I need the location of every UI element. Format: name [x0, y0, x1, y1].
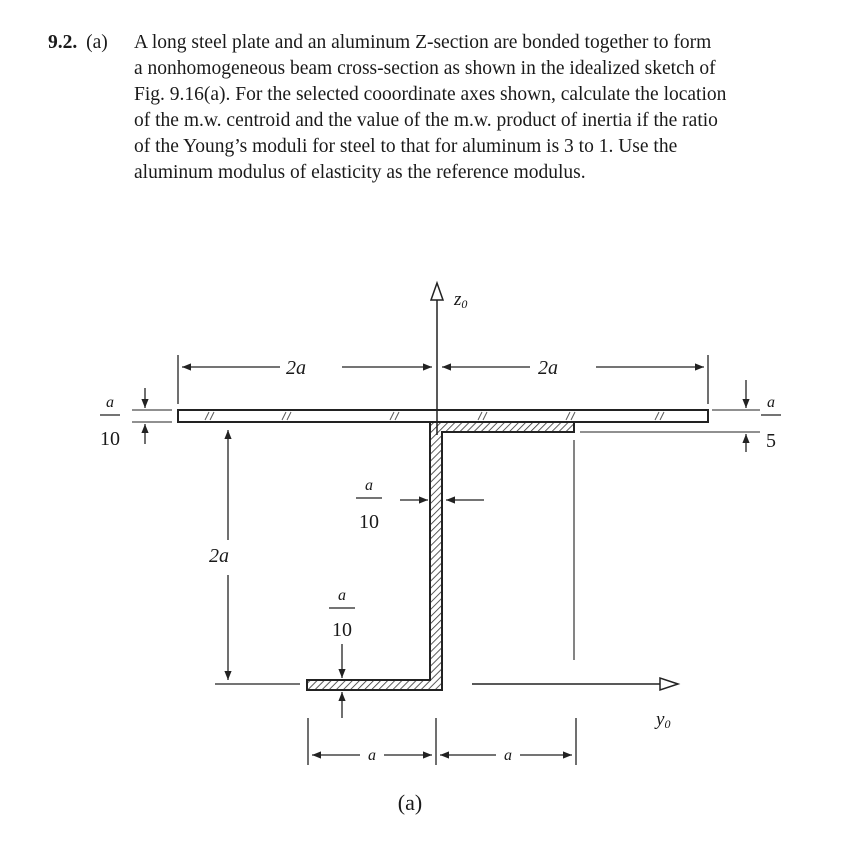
flange-thickness-num: a: [338, 587, 346, 604]
left-plate-thickness-dimension: [132, 388, 172, 444]
problem-number: 9.2.: [48, 32, 78, 53]
problem-text-line: of the m.w. centroid and the value of the m.w. product of inertia if the ratio: [134, 110, 718, 131]
y-axis-arrow: [660, 678, 678, 690]
left-plate-thickness-num: a: [106, 394, 114, 411]
bottom-width-dimension: [308, 718, 576, 765]
flange-thickness-den: 10: [332, 619, 352, 641]
steel-plate: [178, 410, 708, 422]
right-plate-thickness-num: a: [767, 394, 775, 411]
z-axis-arrow: [431, 283, 443, 300]
problem-text-line: Fig. 9.16(a). For the selected cooordinate axes shown, calculate the location: [134, 84, 727, 105]
web-thickness-num: a: [365, 477, 373, 494]
problem-text-line: a nonhomogeneous beam cross-section as shown in the idealized sketch of: [134, 58, 716, 79]
problem-text-line: aluminum modulus of elasticity as the reference modulus.: [134, 162, 586, 183]
problem-part: (a): [86, 32, 108, 53]
dim-bottom-right: a: [504, 747, 512, 764]
dim-bottom-left: a: [368, 747, 376, 764]
figure-caption: (a): [397, 790, 423, 815]
dim-right-width: 2a: [538, 357, 558, 379]
web-thickness-den: 10: [359, 511, 379, 533]
aluminum-z-section: [307, 422, 574, 690]
dim-height: 2a: [209, 545, 229, 567]
problem-text-line: of the Young’s moduli for steel to that for aluminum is 3 to 1. Use the: [134, 136, 678, 157]
right-plate-thickness-den: 5: [766, 430, 776, 452]
z-axis-label: z0: [454, 289, 468, 311]
top-width-dimension: [178, 355, 708, 404]
y-axis-label: y0: [656, 709, 671, 731]
left-plate-thickness-den: 10: [100, 428, 120, 450]
problem-text-line: A long steel plate and an aluminum Z-section are bonded together to form: [134, 32, 712, 53]
dim-left-width: 2a: [286, 357, 306, 379]
